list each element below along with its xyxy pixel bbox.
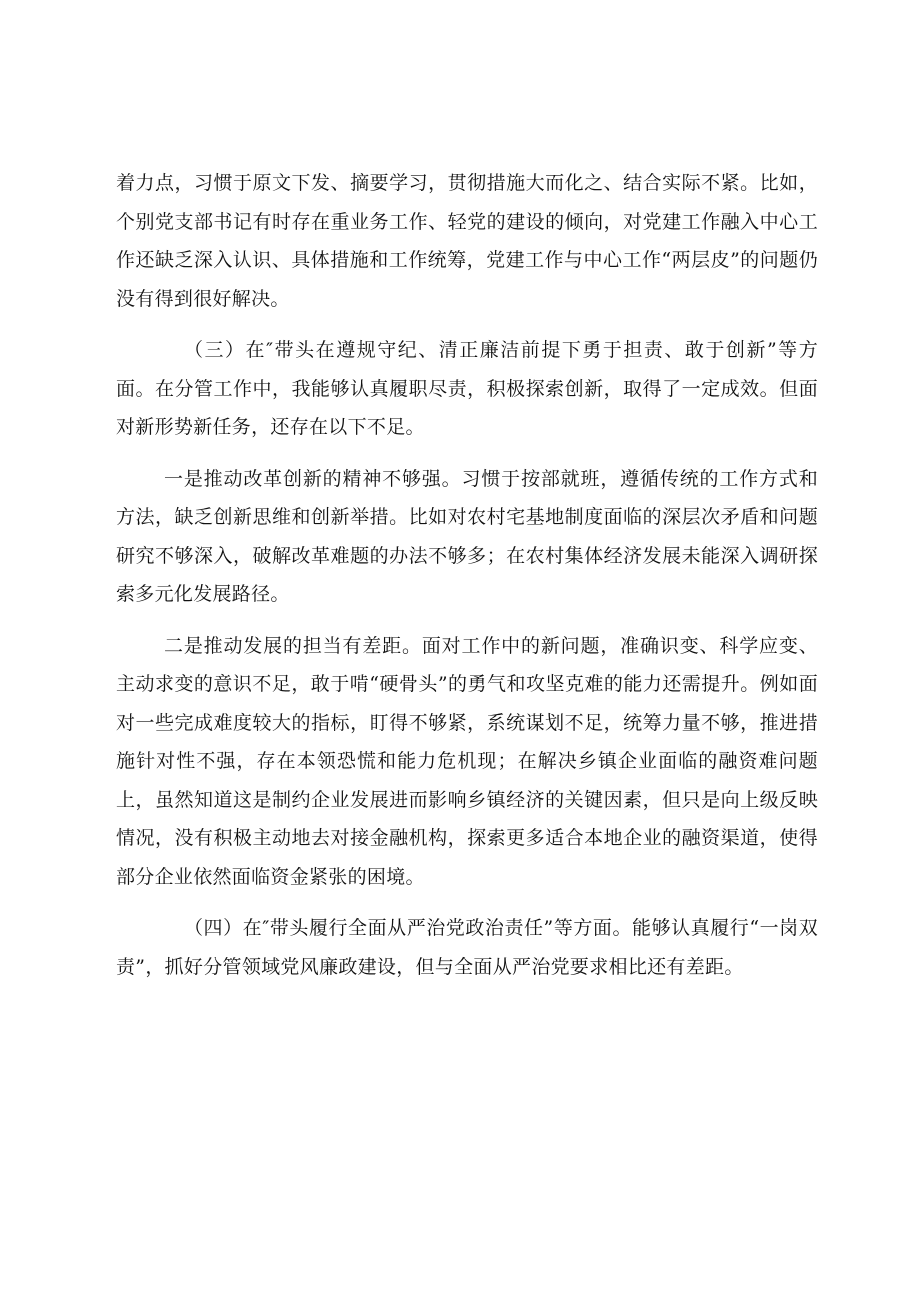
document-body: [116, 164, 818, 999]
paragraph-point-one: 一是推动改革创新的精神不够强。习惯于按部就班，遵循传统的工作方式和方法，缺乏创新思维和创新举措。比如对农村宅基地制度面临的深层次矛盾和问题研究不够深入，破解改革难题的办法不够多；在农村集体经济发展未能深入调研探索多元化发展路径。: [116, 467, 818, 605]
paragraph-continuation: 着力点，习惯于原文下发、摘要学习，贯彻措施大而化之、结合实际不紧。比如，个别党支部书记有时存在重业务工作、轻党的建设的倾向，对党建工作融入中心工作还缺乏深入认识、具体措施和工作统筹，党建工作与中心工作“两层皮”的问题仍没有得到很好解决。: [116, 172, 818, 310]
paragraph-section-three: （三）在″带头在遵规守纪、清正廉洁前提下勇于担责、敢于创新”等方面。在分管工作中，我能够认真履职尽责，积极探索创新，取得了一定成效。但面对新形势新任务，还存在以下不足。: [116, 339, 818, 438]
paragraph-point-two: 二是推动发展的担当有差距。面对工作中的新问题，准确识变、科学应变、主动求变的意识不足，敢于啃“硬骨头”的勇气和攻坚克难的能力还需提升。例如面对一些完成难度较大的指标，盯得不够紧，系统谋划不足，统筹力量不够，推进措施针对性不强，存在本领恐慌和能力危机现；在解决乡镇企业面临的融资难问题上，虽然知道这是制约企业发展进而影响乡镇经济的关键因素，但只是向上级反映情况，没有积极主动地去对接金融机构，探索更多适合本地企业的融资渠道，使得部分企业依然面临资金紧张的困境。: [116, 634, 818, 888]
paragraph-section-four: （四）在″带头履行全面从严治党政治责任”等方面。能够认真履行“一岗双责”，抓好分管领域党风廉政建设，但与全面从严治党要求相比还有差距。: [116, 917, 818, 978]
